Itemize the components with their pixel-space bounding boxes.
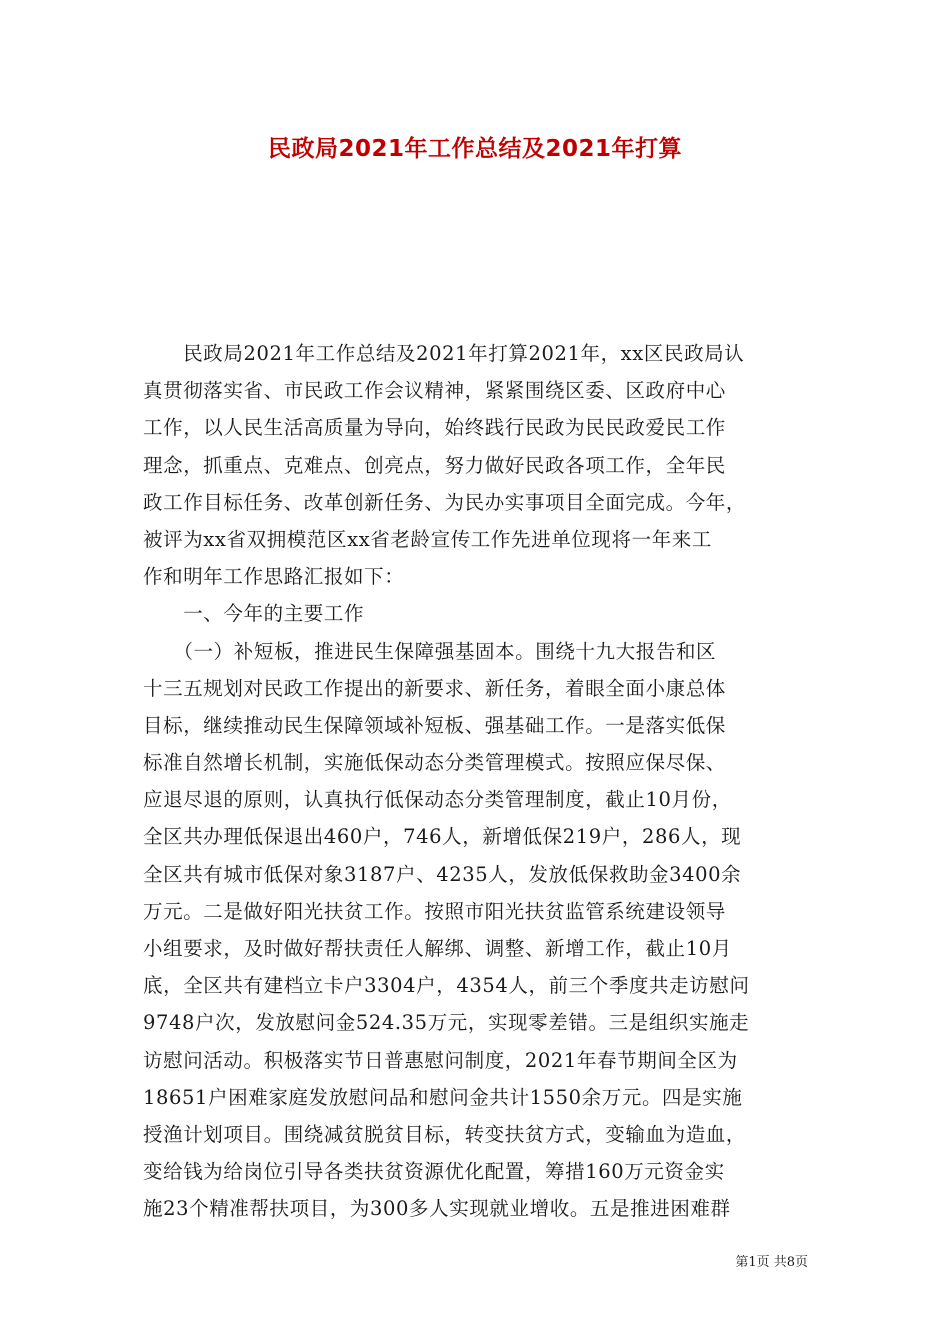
body-line: 9748户次，发放慰问金524.35万元，实现零差错。三是组织实施走 [143, 1011, 750, 1035]
body-line: 小组要求，及时做好帮扶责任人解绑、调整、新增工作，截止10月 [143, 937, 732, 960]
body-line: 作和明年工作思路汇报如下： [143, 565, 405, 589]
body-line: 施23个精准帮扶项目，为300多人实现就业增收。五是推进困难群 [143, 1197, 731, 1221]
body-line: （一）补短板，推进民生保障强基固本。围绕十九大报告和区 [143, 639, 717, 663]
body-line: 全区共有城市低保对象3187户、4235人，发放低保救助金3400余 [143, 862, 742, 886]
body-line: 政工作目标任务、改革创新任务、为民办实事项目全面完成。今年， [143, 490, 747, 514]
body-line: 民政局2021年工作总结及2021年打算2021年，xx区民政局认 [143, 342, 745, 365]
document-title: 民政局2021年工作总结及2021年打算 [267, 136, 683, 162]
body-line: 工作，以人民生活高质量为导向，始终践行民政为民民政爱民工作 [143, 416, 726, 440]
body-line: 真贯彻落实省、市民政工作会议精神，紧紧围绕区委、区政府中心 [143, 379, 726, 403]
body-line: 理念，抓重点、克难点、创亮点，努力做好民政各项工作，全年民 [143, 453, 726, 477]
body-line: 变给钱为给岗位引导各类扶贫资源优化配置，筹措160万元资金实 [143, 1160, 725, 1184]
section-heading: 一、今年的主要工作 [143, 602, 365, 626]
document-body [143, 335, 808, 1228]
body-line: 目标，继续推动民生保障领域补短板、强基础工作。一是落实低保 [143, 713, 726, 737]
body-line: 授渔计划项目。围绕减贫脱贫目标，转变扶贫方式，变输血为造血， [143, 1122, 747, 1146]
body-line: 万元。二是做好阳光扶贫工作。按照市阳光扶贫监管系统建设领导 [143, 899, 726, 923]
body-line: 被评为xx省双拥模范区xx省老龄宣传工作先进单位现将一年来工 [143, 527, 712, 551]
body-line: 全区共办理低保退出460户，746人，新增低保219户，286人，现 [143, 825, 742, 849]
body-line: 十三五规划对民政工作提出的新要求、新任务，着眼全面小康总体 [143, 676, 726, 700]
body-line: 标准自然增长机制，实施低保动态分类管理模式。按照应保尽保、 [143, 751, 726, 775]
body-line: 18651户困难家庭发放慰问品和慰问金共计1550余万元。四是实施 [143, 1085, 743, 1109]
body-line: 应退尽退的原则，认真执行低保动态分类管理制度，截止10月份， [143, 788, 732, 812]
body-line: 访慰问活动。积极落实节日普惠慰问制度，2021年春节期间全区为 [143, 1048, 738, 1072]
page-number-footer: 第1页 共8页 [735, 1255, 808, 1270]
body-line: 底，全区共有建档立卡户3304户，4354人，前三个季度共走访慰问 [143, 974, 750, 998]
